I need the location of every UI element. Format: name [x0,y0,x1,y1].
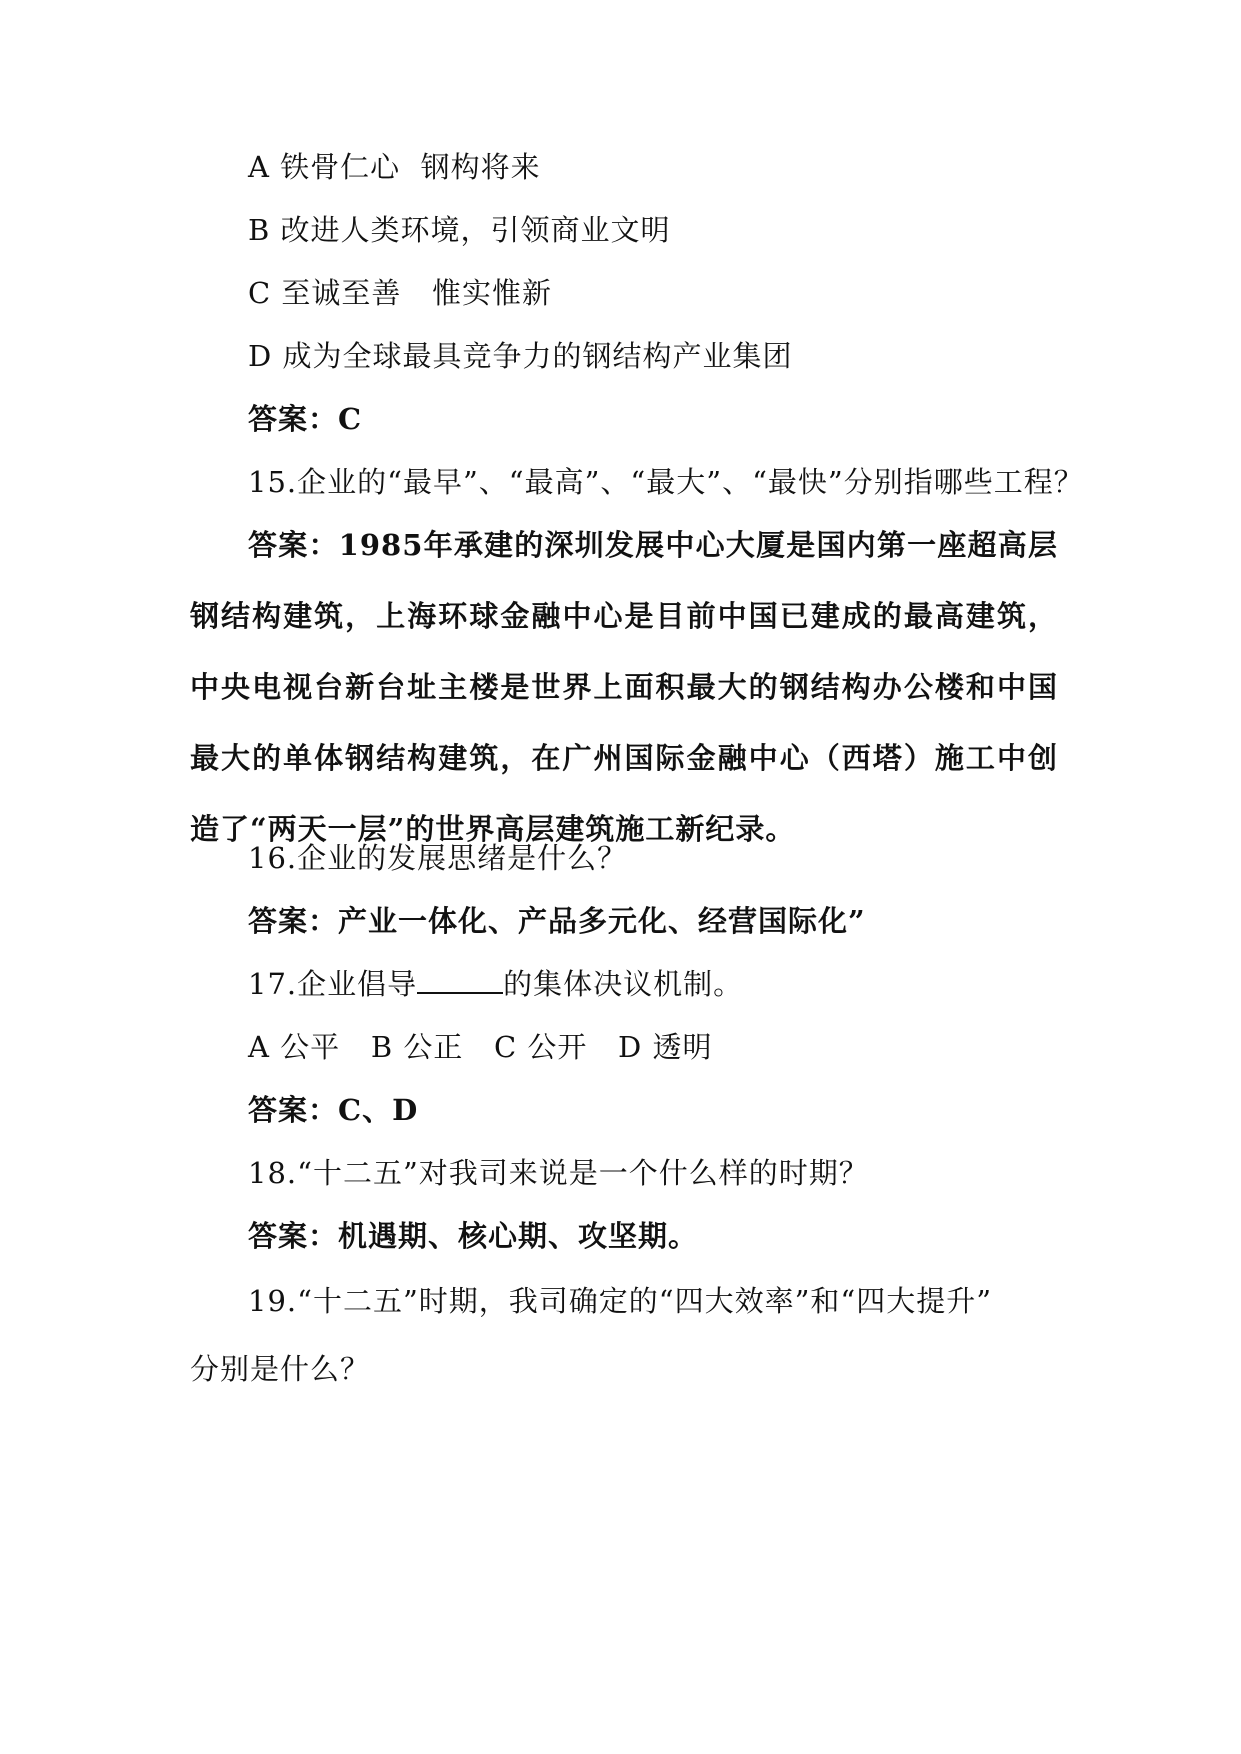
q18-answer: 答案：机遇期、核心期、攻坚期。 [248,1219,699,1253]
q17-question-after: 的集体决议机制。 [503,967,744,1001]
q19-question-line2: 分别是什么？ [190,1352,371,1386]
q19-question-line1: 19.“十二五”时期，我司确定的“四大效率”和“四大提升” [248,1284,993,1318]
q17-blank [417,964,503,994]
q14-option-b: B 改进人类环境，引领商业文明 [248,213,671,247]
q16-answer: 答案：产业一体化、产品多元化、经营国际化” [248,904,866,938]
q14-option-d: D 成为全球最具竞争力的钢结构产业集团 [248,339,793,373]
q15-question: 15.企业的“最早”、“最高”、“最大”、“最快”分别指哪些工程？ [248,465,1084,499]
q15-answer: 答案：1985年承建的深圳发展中心大厦是国内第一座超高层钢结构建筑，上海环球金融中心是目前中国已建成的最高建筑，中央电视台新台址主楼是世界上面积最大的钢结构办公楼和中国最大的单体钢结构建筑，在广州国际金融中心（西塔）施工中创造了“两天一层”的世界高层建筑施工新纪录。 [190,528,1058,846]
q18-question: 18.“十二五”对我司来说是一个什么样的时期？ [248,1156,869,1190]
q17-options: A 公平 B 公正 C 公开 D 透明 [248,1030,713,1064]
q17-question [248,964,743,1004]
q14-option-a: A 铁骨仁心 钢构将来 [248,150,541,184]
q17-question-before: 17.企业倡导 [248,967,418,1001]
q16-question: 16.企业的发展思绪是什么？ [248,841,628,875]
q17-answer: 答案：C、D [248,1093,419,1127]
q14-answer: 答案：C [248,402,363,436]
q14-option-c: C 至诚至善 惟实惟新 [248,276,553,310]
